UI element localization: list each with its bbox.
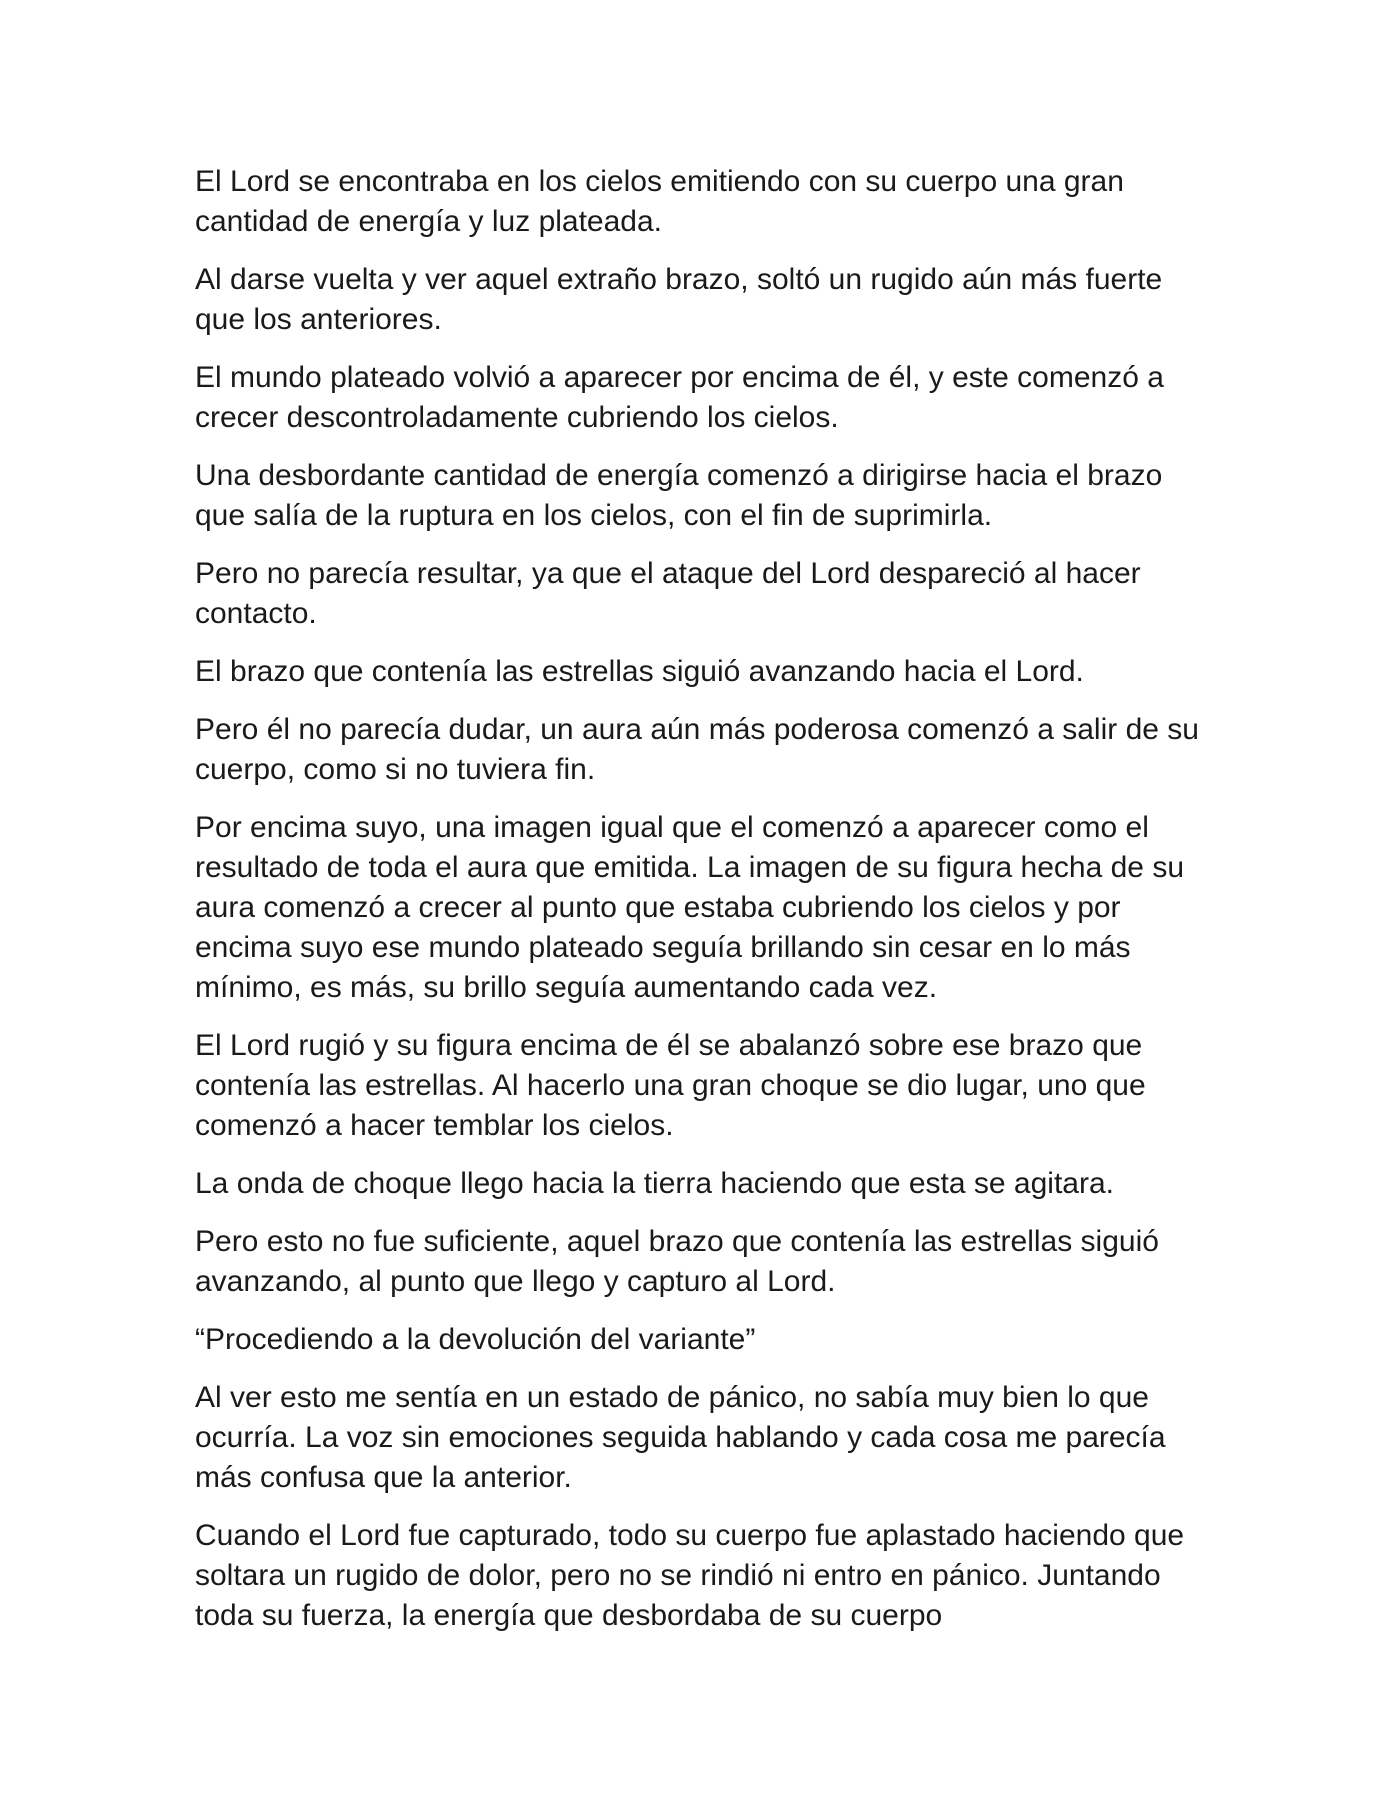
paragraph-9: El Lord rugió y su figura encima de él se abalanzó sobre ese brazo que contenía las estrellas. Al hacerlo una gran choque se dio lugar, uno que comenzó a hacer temblar los cielos. (195, 1029, 1146, 1142)
paragraph-11: Pero esto no fue suficiente, aquel brazo que contenía las estrellas siguió avanzando, al punto que llego y capturo al Lord. (195, 1225, 1159, 1298)
paragraph-8: Por encima suyo, una imagen igual que el comenzó a aparecer como el resultado de toda el aura que emitida. La imagen de su figura hecha de su aura comenzó a crecer al punto que estaba cubriendo los cielos y por encima suyo ese mundo plateado seguía brillando sin cesar en lo más mínimo, es más, su brillo seguía aumentando cada vez. (195, 811, 1185, 1004)
document-body (195, 162, 1215, 1654)
paragraph-2: Al darse vuelta y ver aquel extraño brazo, soltó un rugido aún más fuerte que los anteriores. (195, 263, 1163, 336)
paragraph-4: Una desbordante cantidad de energía comenzó a dirigirse hacia el brazo que salía de la ruptura en los cielos, con el fin de suprimirla. (195, 459, 1163, 532)
paragraph-1: El Lord se encontraba en los cielos emitiendo con su cuerpo una gran cantidad de energía y luz plateada. (195, 165, 1124, 238)
paragraph-7: Pero él no parecía dudar, un aura aún más poderosa comenzó a salir de su cuerpo, como si no tuviera fin. (195, 713, 1199, 786)
paragraph-6: El brazo que contenía las estrellas siguió avanzando hacia el Lord. (195, 655, 1084, 688)
paragraph-12: “Procediendo a la devolución del variante” (195, 1323, 756, 1356)
paragraph-10: La onda de choque llego hacia la tierra haciendo que esta se agitara. (195, 1167, 1114, 1200)
paragraph-5: Pero no parecía resultar, ya que el ataque del Lord despareció al hacer contacto. (195, 557, 1141, 630)
paragraph-3: El mundo plateado volvió a aparecer por encima de él, y este comenzó a crecer descontroladamente cubriendo los cielos. (195, 361, 1164, 434)
paragraph-13: Al ver esto me sentía en un estado de pánico, no sabía muy bien lo que ocurría. La voz sin emociones seguida hablando y cada cosa me parecía más confusa que la anterior. (195, 1381, 1166, 1494)
paragraph-14: Cuando el Lord fue capturado, todo su cuerpo fue aplastado haciendo que soltara un rugido de dolor, pero no se rindió ni entro en pánico. Juntando toda su fuerza, la energía que desbordaba de su cuerpo (195, 1519, 1185, 1632)
